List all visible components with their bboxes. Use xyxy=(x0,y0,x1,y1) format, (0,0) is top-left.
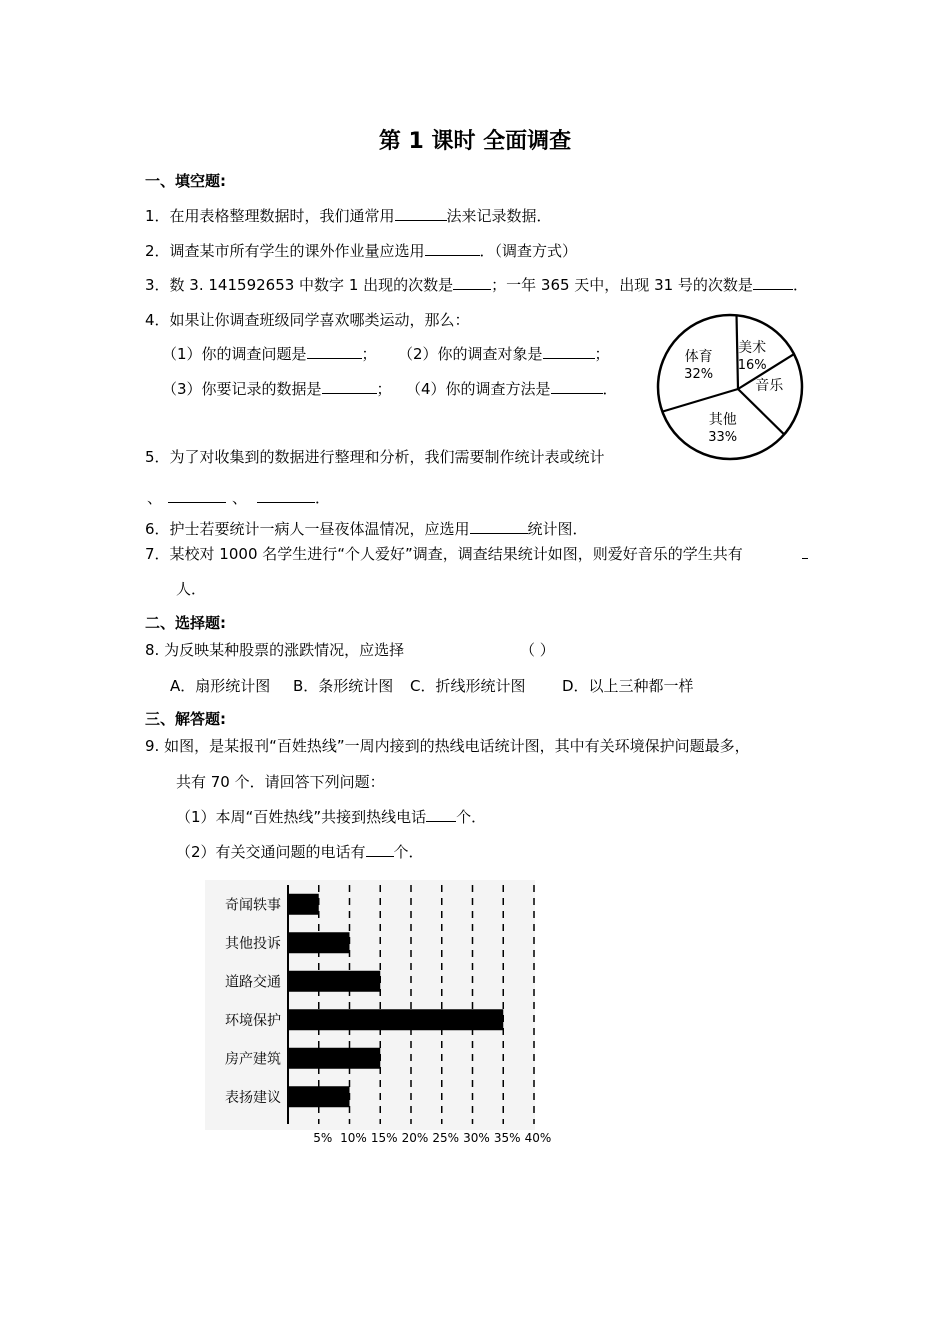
x-tick-label-2: 10% xyxy=(340,1131,367,1145)
question-1 xyxy=(145,205,552,226)
q6-text-end: 统计图． xyxy=(527,520,588,538)
q7-blank[interactable] xyxy=(802,558,808,559)
x-tick-label-3: 15% xyxy=(370,1131,398,1145)
category-label-2: 其他投诉 xyxy=(225,935,281,952)
q5-sep-1: 、 xyxy=(147,489,163,507)
question-2 xyxy=(145,240,577,261)
question-9-cont: 共有 70 个．请回答下列问题： xyxy=(176,773,385,791)
option-a[interactable]: A．扇形统计图 xyxy=(170,677,271,695)
question-7-cont: 人． xyxy=(176,580,207,598)
question-4-part-1 xyxy=(162,343,377,364)
q3-text: 3．数 3. 141592653 中数字 1 出现的次数是 xyxy=(145,276,454,294)
q1-text-end: 法来记录数据． xyxy=(446,207,552,225)
q2-blank[interactable] xyxy=(425,241,480,256)
q5-blank-1[interactable] xyxy=(168,488,226,503)
bar-chart-marks xyxy=(205,880,551,1145)
pie-label-3: 音乐 xyxy=(755,377,784,394)
question-5-cont xyxy=(147,487,330,508)
x-tick-label-5: 25% xyxy=(432,1131,460,1145)
question-9-part-2 xyxy=(176,841,424,862)
q5-blank-2[interactable] xyxy=(257,488,315,503)
q5-sep-2: 、 xyxy=(232,489,248,507)
q4-p3-blank[interactable] xyxy=(322,379,377,394)
q2-text-end: ．（调查方式） xyxy=(479,242,578,260)
q4-p3-text: （3）你要记录的数据是 xyxy=(162,380,322,398)
category-label-5: 房产建筑 xyxy=(225,1051,281,1068)
option-c[interactable]: C．折线形统计图 xyxy=(410,677,526,695)
q4-p3-end: ； xyxy=(376,380,392,398)
q8-answer-paren[interactable]: （ ） xyxy=(520,641,555,659)
question-9-part-1 xyxy=(176,806,486,827)
bar-2 xyxy=(288,932,350,953)
q6-text: 6．护士若要统计一病人一昼夜体温情况，应选用 xyxy=(145,520,470,538)
question-8: 8. 为反映某种股票的涨跌情况，应选择 xyxy=(145,641,405,659)
x-tick-label-7: 35% xyxy=(493,1131,521,1145)
category-label-3: 道路交通 xyxy=(225,974,281,991)
q9-p2-blank[interactable] xyxy=(366,842,394,857)
q9-p1-text: （1）本周“百姓热线”共接到热线电话 xyxy=(176,808,427,826)
q4-p4-blank[interactable] xyxy=(551,379,603,394)
x-tick-label-1: 5% xyxy=(313,1131,333,1145)
option-b[interactable]: B．条形统计图 xyxy=(293,677,394,695)
page-title: 第 1 课时 全面调查 xyxy=(378,129,572,154)
q5-end: ． xyxy=(315,489,331,507)
bar-4 xyxy=(288,1009,503,1030)
pie-value-2: 16% xyxy=(737,358,767,374)
bar-chart xyxy=(205,880,565,1160)
pie-chart-slices xyxy=(658,315,802,459)
bar-6 xyxy=(288,1086,350,1107)
question-9: 9. 如图，是某报刊“百姓热线”一周内接到的热线电话统计图，其中有关环境保护问题最多， xyxy=(145,737,750,755)
q3-text-end: ． xyxy=(792,276,808,294)
question-4-part-3 xyxy=(162,378,392,399)
question-4-part-2 xyxy=(398,343,610,364)
q4-p2-end: ； xyxy=(594,345,610,363)
q1-blank[interactable] xyxy=(395,206,447,221)
q4-p2-text: （2）你的调查对象是 xyxy=(398,345,543,363)
q2-text: 2．调查某市所有学生的课外作业量应选用 xyxy=(145,242,425,260)
question-7: 7．某校对 1000 名学生进行“个人爱好”调查，调查结果统计如图，则爱好音乐的学生共有 xyxy=(145,545,743,563)
q4-p2-blank[interactable] xyxy=(543,344,595,359)
pie-value-4: 33% xyxy=(708,429,738,445)
question-3 xyxy=(145,274,808,295)
section-fill-blank: 一、填空题: xyxy=(145,172,226,190)
q4-p1-text: （1）你的调查问题是 xyxy=(162,345,307,363)
bar-5 xyxy=(288,1048,380,1069)
q6-blank[interactable] xyxy=(470,519,528,534)
q4-p1-end: ； xyxy=(361,345,377,363)
question-4-intro: 4．如果让你调查班级同学喜欢哪类运动，那么： xyxy=(145,311,470,329)
question-4-part-4 xyxy=(406,378,618,399)
q3-blank-1[interactable] xyxy=(453,275,491,290)
section-multiple-choice: 二、选择题: xyxy=(145,614,226,632)
x-tick-label-4: 20% xyxy=(401,1131,429,1145)
q9-p1-end: 个． xyxy=(456,808,487,826)
q4-p1-blank[interactable] xyxy=(307,344,362,359)
q1-text: 1．在用表格整理数据时，我们通常用 xyxy=(145,207,395,225)
question-5: 5．为了对收集到的数据进行整理和分析，我们需要制作统计表或统计 xyxy=(145,448,605,466)
question-6 xyxy=(145,518,588,539)
pie-label-2: 美术 xyxy=(738,340,767,357)
section-answer: 三、解答题: xyxy=(145,710,226,728)
pie-value-1: 32% xyxy=(684,366,714,382)
x-tick-label-8: 40% xyxy=(524,1131,552,1145)
option-d[interactable]: D．以上三种都一样 xyxy=(562,677,694,695)
bar-1 xyxy=(288,894,319,915)
pie-chart xyxy=(648,312,816,468)
category-label-4: 环境保护 xyxy=(225,1012,281,1029)
q9-p2-end: 个． xyxy=(393,843,424,861)
pie-label-1: 体育 xyxy=(684,348,713,365)
q4-p4-text: （4）你的调查方法是 xyxy=(406,380,551,398)
category-label-1: 奇闻轶事 xyxy=(225,897,281,914)
q3-text-mid: ；一年 365 天中，出现 31 号的次数是 xyxy=(491,276,753,294)
q9-p2-text: （2）有关交通问题的电话有 xyxy=(176,843,366,861)
q4-p4-end: ． xyxy=(602,380,618,398)
category-label-6: 表扬建议 xyxy=(225,1089,281,1106)
bar-3 xyxy=(288,971,380,992)
q3-blank-2[interactable] xyxy=(753,275,793,290)
x-tick-label-6: 30% xyxy=(463,1131,490,1145)
q9-p1-blank[interactable] xyxy=(426,807,456,822)
pie-label-4: 其他 xyxy=(708,411,737,428)
